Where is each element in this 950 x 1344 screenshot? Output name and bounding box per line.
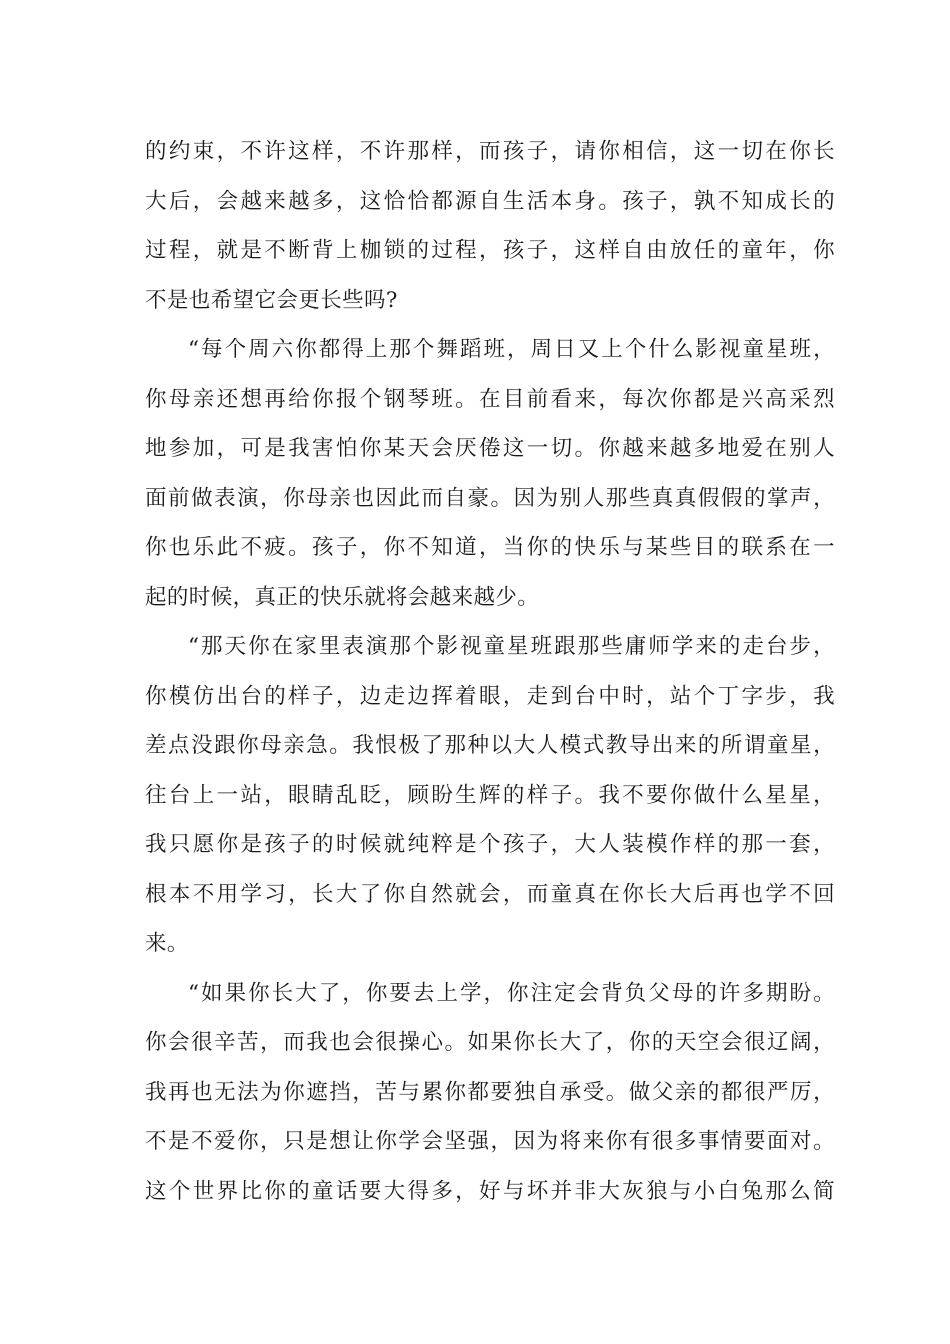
text-line: 来。 xyxy=(145,931,189,956)
text-line: “每个周六你都得上那个舞蹈班，周日又上个什么影视童星班， xyxy=(188,337,835,362)
text-line: 你模仿出台的样子，边走边挥着眼，走到台中时，站个丁字步，我 xyxy=(145,683,835,709)
text-line: 你母亲还想再给你报个钢琴班。在目前看来，每次你都是兴高采烈 xyxy=(145,386,835,412)
text-line: 我再也无法为你遮挡，苦与累你都要独自承受。做父亲的都很严厉， xyxy=(145,1079,835,1105)
text-line: 差点没跟你母亲急。我恨极了那种以大人模式教导出来的所谓童星， xyxy=(145,733,835,758)
text-line: 的约束，不许这样，不许那样，而孩子，请你相信，这一切在你长 xyxy=(145,139,835,164)
paragraph-1 xyxy=(145,127,835,325)
text-line: “如果你长大了，你要去上学，你注定会背负父母的许多期盼。 xyxy=(188,980,835,1006)
text-line: 往台上一站，眼睛乱眨，顾盼生辉的样子。我不要你做什么星星， xyxy=(145,782,835,808)
text-line: 你也乐此不疲。孩子，你不知道，当你的快乐与某些目的联系在一 xyxy=(145,535,835,560)
text-line: 不是不爱你，只是想让你学会坚强，因为将来你有很多事情要面对。 xyxy=(145,1129,835,1154)
text-line: 大后，会越来越多，这恰恰都源自生活本身。孩子，孰不知成长的 xyxy=(145,188,835,214)
text-line: 你会很辛苦，而我也会很操心。如果你长大了，你的天空会很辽阔， xyxy=(145,1030,835,1055)
text-line: 我只愿你是孩子的时候就纯粹是个孩子，大人装模作样的那一套， xyxy=(145,832,835,857)
text-line: 这个世界比你的童话要大得多，好与坏并非大灰狼与小白兔那么简 xyxy=(145,1178,835,1204)
body-text xyxy=(145,127,835,1216)
text-line: 根本不用学习，长大了你自然就会，而童真在你长大后再也学不回 xyxy=(145,881,835,907)
text-line: 不是也希望它会更长些吗? xyxy=(145,287,398,313)
paragraph-3 xyxy=(145,622,835,969)
text-line: 地参加，可是我害怕你某天会厌倦这一切。你越来越多地爱在别人 xyxy=(145,436,835,461)
paragraph-2 xyxy=(145,325,835,622)
paragraph-4 xyxy=(145,969,835,1217)
text-line: 过程，就是不断背上枷锁的过程，孩子，这样自由放任的童年，你 xyxy=(145,238,835,263)
text-line: “那天你在家里表演那个影视童星班跟那些庸师学来的走台步， xyxy=(188,634,835,659)
text-line: 面前做表演，你母亲也因此而自豪。因为别人那些真真假假的掌声， xyxy=(145,485,835,511)
text-line: 起的时候，真正的快乐就将会越来越少。 xyxy=(145,584,540,610)
